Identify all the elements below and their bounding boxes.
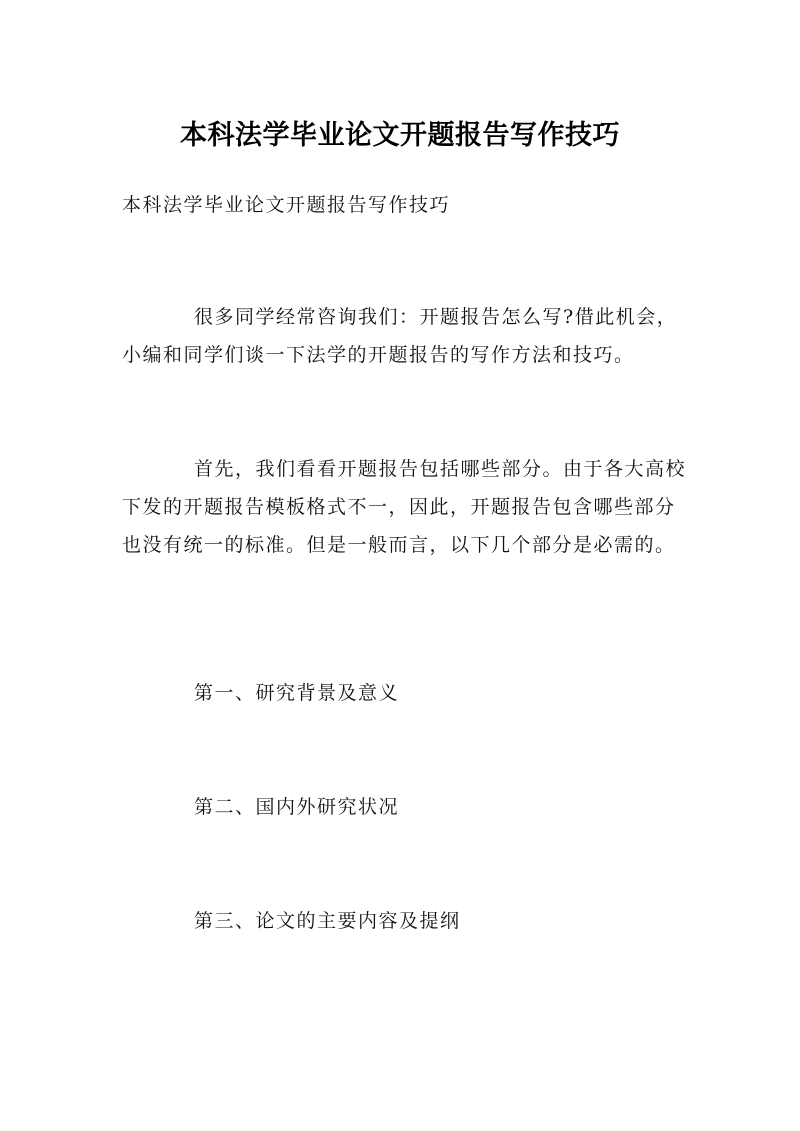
section-heading-content: 第三、论文的主要内容及提纲 (194, 910, 461, 932)
intro-paragraph: 很多同学经常咨询我们：开题报告怎么写?借此机会，小编和同学们谈一下法学的开题报告的写作方法和技巧。 (122, 306, 678, 366)
title-repeat-line: 本科法学毕业论文开题报告写作技巧 (122, 194, 451, 216)
section-heading-status: 第二、国内外研究状况 (194, 796, 400, 818)
parts-paragraph: 首先，我们看看开题报告包括哪些部分。由于各大高校下发的开题报告模板格式不一，因此，开题报告包含哪些部分也没有统一的标准。但是一般而言，以下几个部分是必需的。 (122, 458, 687, 556)
document-title: 本科法学毕业论文开题报告写作技巧 (180, 120, 620, 152)
section-heading-background: 第一、研究背景及意义 (194, 682, 400, 704)
